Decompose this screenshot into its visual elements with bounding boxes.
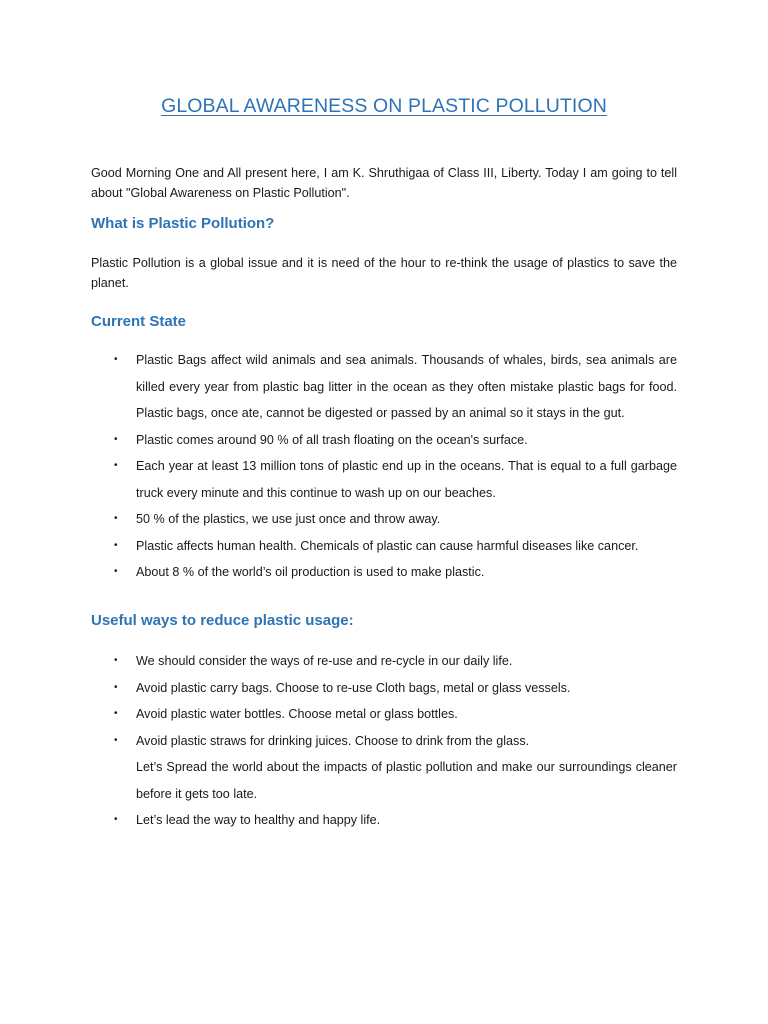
section-heading-current-state: Current State xyxy=(91,313,187,330)
section1-paragraph: Plastic Pollution is a global issue and it is need of the hour to re-think the usage of plastics to save the planet. xyxy=(91,256,677,290)
list-item xyxy=(114,675,677,702)
bullet-icon: • xyxy=(114,460,118,471)
list-item-text: Plastic affects human health. Chemicals of plastic can cause harmful diseases like cancer. xyxy=(136,538,639,553)
list-item xyxy=(114,453,677,506)
list-item xyxy=(114,533,677,560)
list-item-text: Avoid plastic water bottles. Choose metal or glass bottles. xyxy=(136,707,458,721)
list-item xyxy=(114,701,677,728)
list-item xyxy=(114,427,677,454)
list-item-text: About 8 % of the world’s oil production is used to make plastic. xyxy=(136,565,485,579)
bullet-icon: • xyxy=(114,708,118,719)
bullet-icon: • xyxy=(114,681,118,693)
bullet-icon: • xyxy=(114,539,118,551)
list-item-text: Avoid plastic straws for drinking juices. Choose to drink from the glass. xyxy=(136,733,530,748)
section-heading-useful-ways: Useful ways to reduce plastic usage: xyxy=(91,612,354,629)
list-item-text: Let’s lead the way to healthy and happy life. xyxy=(136,813,381,827)
bullet-icon: • xyxy=(114,513,118,524)
list-item xyxy=(114,559,677,586)
list-item-text: Plastic Bags affect wild animals and sea animals. Thousands of whales, birds, sea animals are killed every year from plastic bag litter in the ocean as they often mistake plastic bags for food. Plastic bags, once ate, cannot be digested or passed by an animal so it stays in the gut. xyxy=(136,353,677,420)
list-item xyxy=(114,648,677,675)
list-item xyxy=(114,728,677,755)
bullet-icon: • xyxy=(114,814,118,825)
bullet-icon: • xyxy=(114,734,118,746)
bullet-icon: • xyxy=(114,354,118,365)
list-item xyxy=(114,807,677,834)
list-item-text: Each year at least 13 million tons of plastic end up in the oceans. That is equal to a full garbage truck every minute and this continue to wash up on our beaches. xyxy=(136,459,677,500)
list-item-text: Avoid plastic carry bags. Choose to re-use Cloth bags, metal or glass vessels. xyxy=(136,680,571,695)
section-heading-what-is: What is Plastic Pollution? xyxy=(91,215,275,232)
current-state-list xyxy=(0,347,768,586)
list-item-text: Plastic comes around 90 % of all trash floating on the ocean's surface. xyxy=(136,432,528,447)
list-continuation xyxy=(136,754,677,807)
document-title: GLOBAL AWARENESS ON PLASTIC POLLUTION xyxy=(161,95,607,117)
intro-paragraph: Good Morning One and All present here, I am K. Shruthigaa of Class III, Liberty. Today I am going to tell about "Global Awareness on Plastic Pollution". xyxy=(91,166,677,200)
bullet-icon: • xyxy=(114,433,118,445)
list-item xyxy=(114,506,677,533)
list-item-text: 50 % of the plastics, we use just once and throw away. xyxy=(136,512,441,526)
list-item-text: We should consider the ways of re-use and re-cycle in our daily life. xyxy=(136,654,513,668)
useful-ways-list xyxy=(0,648,768,834)
list-item xyxy=(114,347,677,427)
bullet-icon: • xyxy=(114,566,118,577)
bullet-icon: • xyxy=(114,655,118,666)
continuation-text: Let’s Spread the world about the impacts of plastic pollution and make our surroundings cleaner before it gets too late. xyxy=(136,760,677,801)
